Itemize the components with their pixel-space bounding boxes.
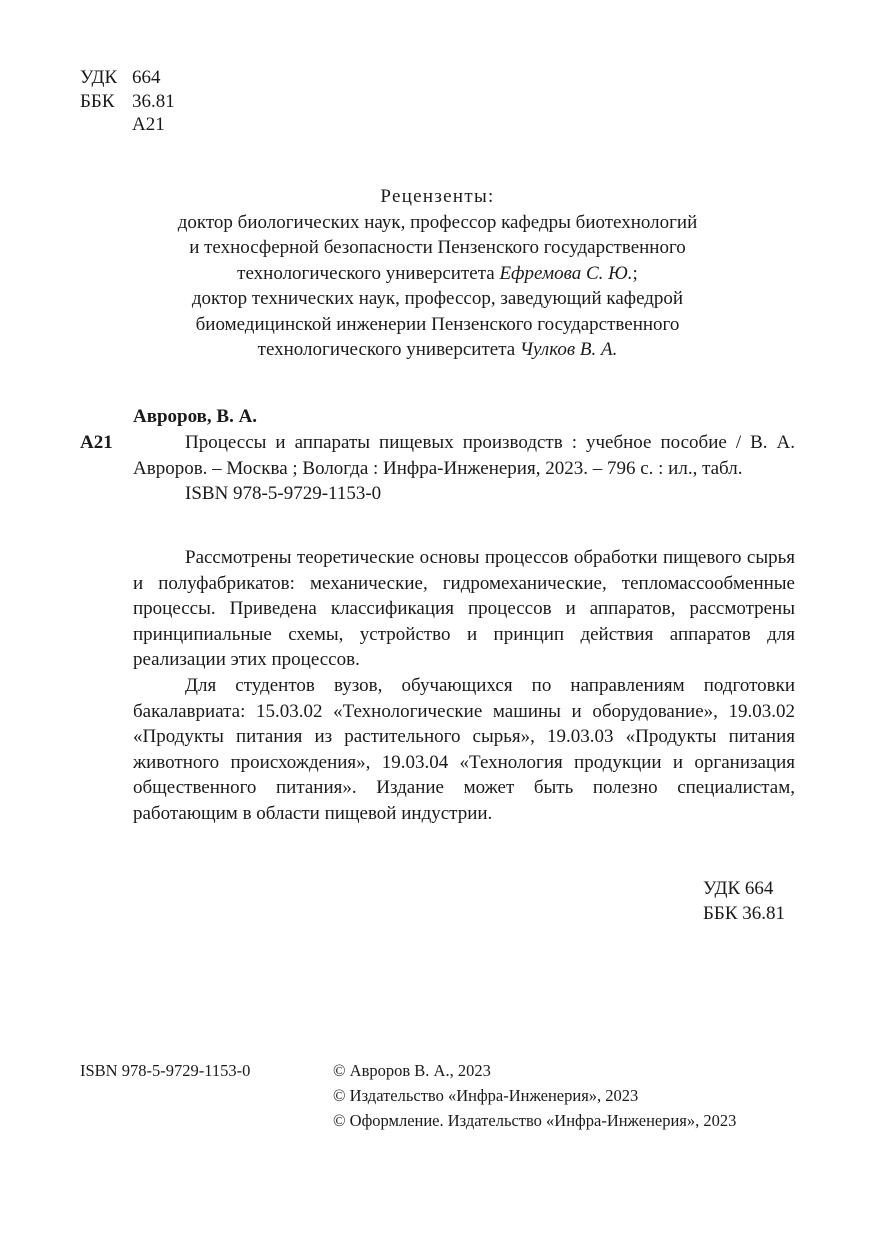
author-sign-row xyxy=(80,113,175,137)
reviewer-2-line-3 xyxy=(100,337,775,363)
reviewer-1-suffix: ; xyxy=(632,262,638,284)
udk-label: УДК xyxy=(80,67,118,88)
reviewer-2-affiliation: технологического университета xyxy=(257,339,516,360)
copyright-author: © Авроров В. А., 2023 xyxy=(333,1061,491,1080)
reviewer-1-name: Ефремова С. Ю. xyxy=(499,262,633,284)
author-sign: А21 xyxy=(132,114,165,135)
annotation-paragraph-1: Рассмотрены теоретические основы процессов обработки пищевого сырья и полуфабрикатов: механические, гидромеханические, тепломассообменные процессы. Приведена классификация процессов и аппаратов, рассмотрены принципиальные схемы, устройство и принцип действия аппаратов для реализации этих процессов. xyxy=(133,547,795,671)
bbk-row xyxy=(80,90,175,114)
classification-block-bottom xyxy=(703,877,785,926)
record-code: А21 xyxy=(80,432,113,453)
record-isbn: ISBN 978-5-9729-1153-0 xyxy=(185,483,382,504)
footer-isbn: ISBN 978-5-9729-1153-0 xyxy=(80,1061,251,1080)
annotation-block xyxy=(133,545,795,827)
record-author: Авроров, В. А. xyxy=(133,406,258,427)
reviewers-heading: Рецензенты: xyxy=(380,186,495,207)
bbk-bottom: ББК 36.81 xyxy=(703,902,785,924)
copyright-publisher: © Издательство «Инфра-Инженерия», 2023 xyxy=(333,1086,639,1105)
udk-value: 664 xyxy=(132,67,161,88)
reviewer-2-line-2: биомедицинской инженерии Пензенского государственного xyxy=(195,313,680,335)
copyright-design: © Оформление. Издательство «Инфра-Инженерия», 2023 xyxy=(333,1111,737,1130)
classification-block-top xyxy=(80,66,175,137)
reviewer-1-line-1: доктор биологических наук, профессор кафедры биотехнологий xyxy=(177,211,698,233)
udk-bottom: УДК 664 xyxy=(703,878,774,899)
udk-row xyxy=(80,66,175,90)
reviewers-block xyxy=(100,184,775,363)
bbk-label: ББК xyxy=(80,90,115,112)
reviewer-2-line-1: доктор технических наук, профессор, заведующий кафедрой xyxy=(191,288,684,309)
record-description: Процессы и аппараты пищевых производств : учебное пособие / В. А. Авроров. – Москва ; Вологда : Инфра-Инженерия, 2023. – 796 с. : ил., табл. xyxy=(133,432,795,479)
reviewer-1-affiliation: технологического университета xyxy=(237,262,495,284)
reviewer-1-line-3 xyxy=(100,261,775,287)
bbk-value: 36.81 xyxy=(132,90,175,112)
annotation-paragraph-2: Для студентов вузов, обучающихся по направлениям подготовки бакалавриата: 15.03.02 «Технологические машины и оборудование», 19.03.02 «Продукты питания из растительного сырья», 19.03.03 «Продукты питания животного происхождения», 19.03.04 «Технология продукции и организация общественного питания». Издание может быть полезно специалистам, работающим в области пищевой индустрии. xyxy=(133,674,795,824)
reviewer-1-line-2: и техносферной безопасности Пензенского государственного xyxy=(189,237,686,258)
bibliographic-record xyxy=(133,430,795,507)
reviewer-2-name: Чулков В. А. xyxy=(519,339,618,360)
copyright-block xyxy=(333,1058,736,1133)
